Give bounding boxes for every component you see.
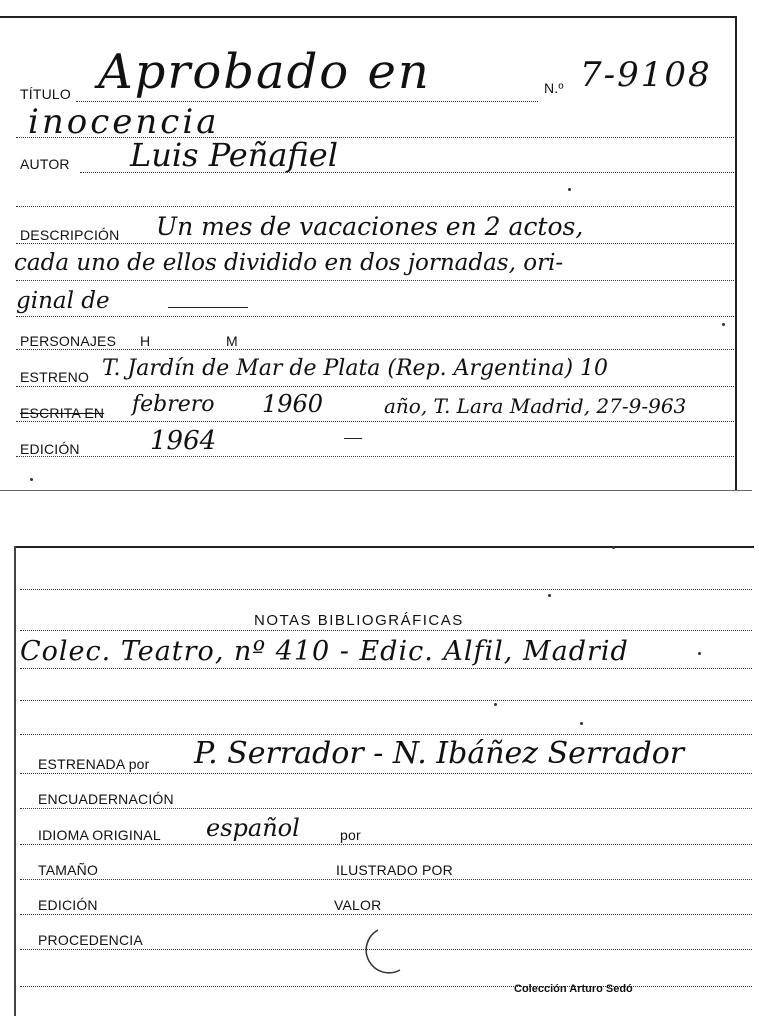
autor-label: AUTOR bbox=[20, 156, 70, 172]
procedencia-label: PROCEDENCIA bbox=[38, 932, 143, 948]
estreno-rule bbox=[16, 386, 734, 387]
card-top-border bbox=[0, 16, 735, 18]
catalog-card-top bbox=[0, 0, 759, 495]
rule-4 bbox=[16, 206, 734, 207]
rule-2 bbox=[16, 137, 734, 138]
estrenada-value: P. Serrador - N. Ibáñez Serrador bbox=[194, 736, 685, 771]
idioma-por-label: por bbox=[340, 827, 361, 843]
notas-rule-1 bbox=[20, 630, 752, 631]
bottom-rule bbox=[20, 986, 752, 987]
escrita-en-value: febrero bbox=[132, 392, 215, 417]
edicion-dash bbox=[344, 438, 362, 439]
notas-rule-2 bbox=[20, 668, 752, 669]
descripcion-label: DESCRIPCIÓN bbox=[20, 227, 120, 243]
idioma-value: español bbox=[206, 814, 300, 842]
idioma-label: IDIOMA ORIGINAL bbox=[38, 827, 161, 843]
edicion-label: EDICIÓN bbox=[20, 441, 80, 457]
rule-1 bbox=[20, 589, 752, 590]
titulo-value: Aprobado en bbox=[98, 44, 431, 100]
speck bbox=[30, 478, 33, 481]
autor-value: Luis Peñafiel bbox=[130, 136, 338, 174]
encuadernacion-rule bbox=[20, 808, 752, 809]
punch-hole-mark bbox=[360, 924, 420, 974]
edicion-rule bbox=[16, 456, 734, 457]
notas-value: Colec. Teatro, nº 410 - Edic. Alfil, Madrid bbox=[20, 636, 629, 667]
card-top-border bbox=[14, 546, 754, 548]
card-right-border bbox=[735, 16, 737, 491]
descripcion-rule-3 bbox=[16, 316, 734, 317]
descripcion-dash bbox=[168, 307, 248, 308]
encuadernacion-label: ENCUADERNACIÓN bbox=[38, 791, 174, 807]
tamano-label: TAMAÑO bbox=[38, 862, 99, 878]
speck bbox=[722, 323, 725, 326]
catalog-card-bottom bbox=[0, 540, 759, 1028]
personajes-h-label: H bbox=[140, 333, 151, 349]
valor-label: VALOR bbox=[334, 897, 382, 913]
estrenada-label: ESTRENADA por bbox=[38, 756, 150, 772]
card-bottom-border bbox=[0, 490, 752, 491]
escrita-en-year: 1960 bbox=[262, 390, 324, 418]
coleccion-stamp: Colección Arturo Sedó bbox=[514, 983, 633, 995]
speck bbox=[494, 703, 497, 706]
idioma-rule bbox=[20, 844, 752, 845]
numero-label: N.º bbox=[544, 80, 564, 96]
speck bbox=[548, 594, 551, 597]
notas-title: NOTAS BIBLIOGRÁFICAS bbox=[254, 612, 464, 629]
card-left-border bbox=[14, 546, 16, 1016]
edicion-label-2: EDICIÓN bbox=[38, 897, 98, 913]
descripcion-line-1: Un mes de vacaciones en 2 actos, bbox=[156, 212, 584, 241]
descripcion-line-2: cada uno de ellos dividido en dos jornadas, ori- bbox=[14, 250, 564, 276]
descripcion-rule-1 bbox=[16, 243, 734, 244]
personajes-m-label: M bbox=[226, 333, 238, 349]
tamano-rule bbox=[20, 879, 752, 880]
numero-value: 7-9108 bbox=[580, 55, 712, 95]
speck bbox=[612, 546, 615, 549]
edicion-valor-rule bbox=[20, 914, 752, 915]
escrita-en-rule bbox=[16, 421, 734, 422]
speck bbox=[580, 722, 583, 725]
personajes-rule bbox=[16, 349, 734, 350]
estrenada-rule bbox=[20, 773, 752, 774]
speck bbox=[568, 188, 571, 191]
notas-rule-3 bbox=[20, 700, 752, 701]
estreno-value: T. Jardín de Mar de Plata (Rep. Argentina) 10 bbox=[102, 356, 609, 381]
speck bbox=[698, 652, 701, 655]
descripcion-line-3: ginal de bbox=[16, 288, 110, 314]
edicion-value: 1964 bbox=[150, 426, 217, 456]
notas-rule-4 bbox=[20, 734, 752, 735]
estreno-label: ESTRENO bbox=[20, 369, 90, 385]
escrita-en-label: ESCRITA EN bbox=[20, 405, 105, 421]
escrita-en-note: año, T. Lara Madrid, 27-9-963 bbox=[384, 394, 687, 418]
titulo-label: TÍTULO bbox=[20, 86, 71, 102]
descripcion-rule-2 bbox=[16, 280, 734, 281]
personajes-label: PERSONAJES bbox=[20, 333, 117, 349]
ilustrado-label: ILUSTRADO POR bbox=[336, 862, 453, 878]
titulo-value-continued: inocencia bbox=[28, 102, 220, 142]
